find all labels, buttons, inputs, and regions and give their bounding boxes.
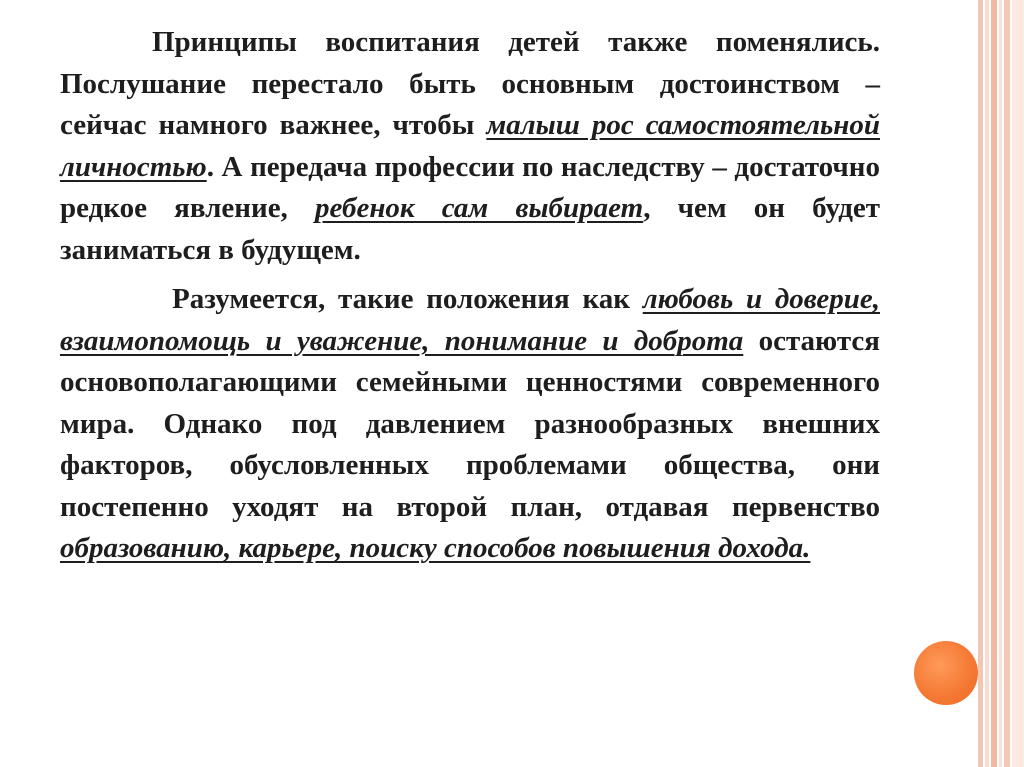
paragraph-1-text-1: Принципы воспитания детей также поменялись. Послушание перестало быть основным достоинством – сейчас намного важнее, чтобы <box>60 26 880 141</box>
decorative-stripe <box>991 0 997 767</box>
paragraph-2-text-2: остаются основополагающими семейными ценностями современного мира. Однако под давлением разнообразных внешних факторов, обусловленных проблемами общества, они постепенно уходят на второй план, отдавая первенство <box>60 324 880 523</box>
paragraph-1-emphasis-1: малыш рос самостоятельной личностью <box>60 109 880 183</box>
decorative-stripe <box>1012 0 1024 767</box>
decorative-stripe <box>985 0 989 767</box>
decorative-stripe <box>978 0 983 767</box>
paragraph-2 <box>60 279 880 570</box>
paragraph-2-emphasis-2: образованию, карьере, поиску способов повышения дохода. <box>60 532 811 564</box>
decorative-stripe <box>999 0 1002 767</box>
slide-body-text <box>60 22 880 570</box>
paragraph-2-text-1: Разумеется, такие положения как <box>172 283 643 315</box>
paragraph-1-text-2: . А передача профессии по наследству – достаточно редкое явление, <box>60 150 880 224</box>
paragraph-1 <box>60 22 880 271</box>
paragraph-1-text-3: , чем он будет заниматься в будущем. <box>60 192 881 266</box>
decorative-stripe <box>1004 0 1010 767</box>
orange-circle-decoration <box>914 641 978 705</box>
paragraph-2-emphasis-1: любовь и доверие, взаимопомощь и уважение, понимание и доброта <box>60 283 880 357</box>
paragraph-1-emphasis-2: ребенок сам выбирает <box>314 192 644 224</box>
